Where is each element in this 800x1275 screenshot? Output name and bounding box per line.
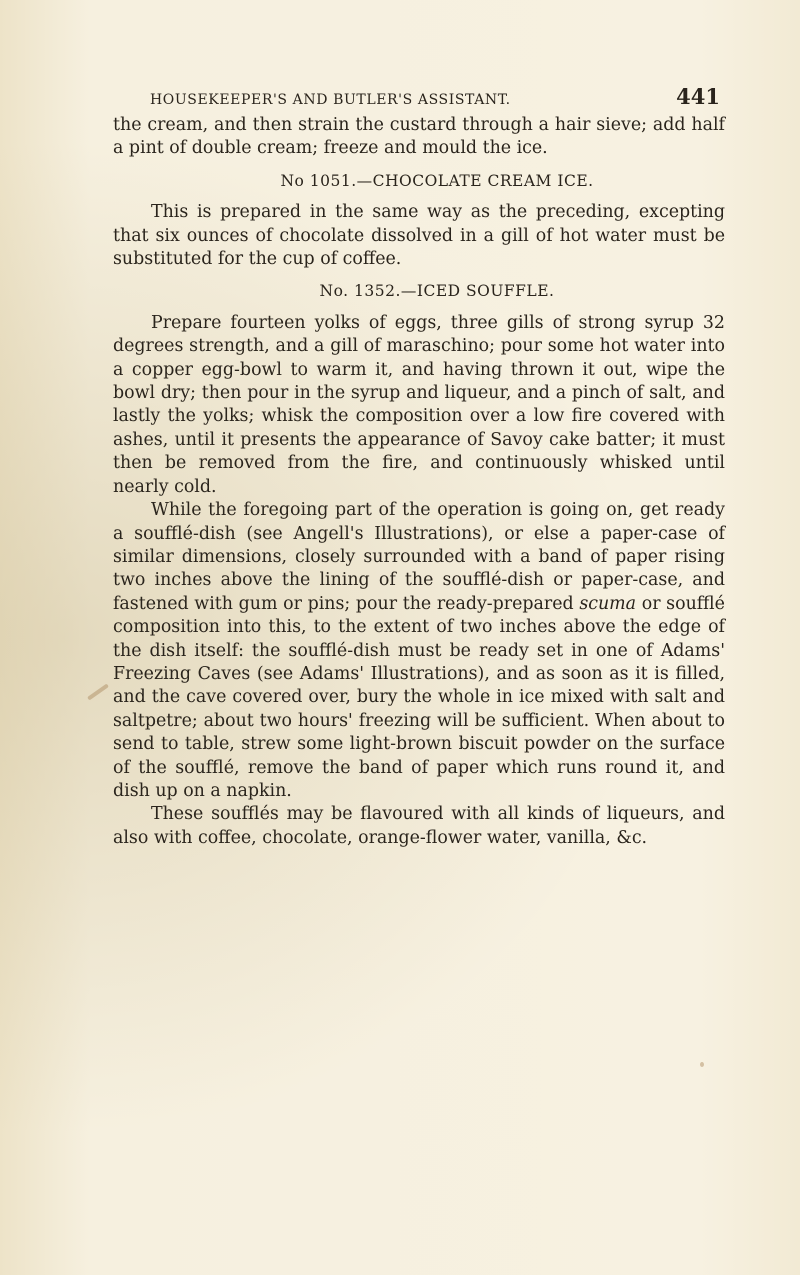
recipe-paragraph-3: These soufflés may be flavoured with all kinds of liqueurs, and also with coffee, chocolate, orange-flower water, vanilla, &c. <box>113 804 725 848</box>
italic-scuma: scuma <box>579 593 637 614</box>
running-title: HOUSEKEEPER'S AND BUTLER'S ASSISTANT. <box>150 92 511 108</box>
recipe-paragraph-2 <box>113 499 725 803</box>
recipe-text-chocolate-cream-ice: This is prepared in the same way as the preceding, excepting that six ounces of chocolate dissolved in a gill of hot water must be substituted for the cup of coffee. <box>113 202 725 270</box>
continuation-paragraph: the cream, and then strain the custard through a hair sieve; add half a pint of double cream; freeze and mould the ice. <box>113 115 725 159</box>
paragraph-2-part-b: or soufflé composition into this, to the extent of two inches above the edge of the dish itself: the soufflé-dish must be ready set in one of Adams' Freezing Caves (see Adams' Illustrations), and as soon as it is filled, and the cave covered over, bury the whole in ice mixed with salt and saltpetre; about two hours' freezing will be sufficient. When about to send to table, strew some light-brown biscuit powder on the surface of the soufflé, remove the band of paper which runs round it, and dish up on a napkin. <box>113 593 725 801</box>
recipe-heading-iced-souffle: No. 1352.—ICED SOUFFLE. <box>319 282 555 301</box>
ink-spot <box>700 1062 704 1067</box>
recipe-paragraph-1: Prepare fourteen yolks of eggs, three gills of strong syrup 32 degrees strength, and a gill of maraschino; pour some hot water into a copper egg-bowl to warm it, and having thrown it out, wipe the bowl dry; then pour in the syrup and liqueur, and a pinch of salt, and lastly the yolks; whisk the composition over a low fire covered with ashes, until it presents the appearance of Savoy cake batter; it must then be removed from the fire, and continuously whisked until nearly cold. <box>113 312 725 497</box>
page-content <box>113 114 725 850</box>
page-header <box>150 84 720 109</box>
paragraph-2-part-a: While the foregoing part of the operation is going on, get ready a soufflé-dish (see Angell's Illustrations), or else a paper-case of similar dimensions, closely surrounded with a band of paper rising two inches above the lining of the soufflé-dish or paper-case, and fastened with gum or pins; pour the ready-prepared <box>113 500 725 614</box>
ink-smudge <box>87 683 109 700</box>
recipe-heading-chocolate-cream-ice: No 1051.—CHOCOLATE CREAM ICE. <box>280 171 594 190</box>
page-number: 441 <box>676 84 720 109</box>
